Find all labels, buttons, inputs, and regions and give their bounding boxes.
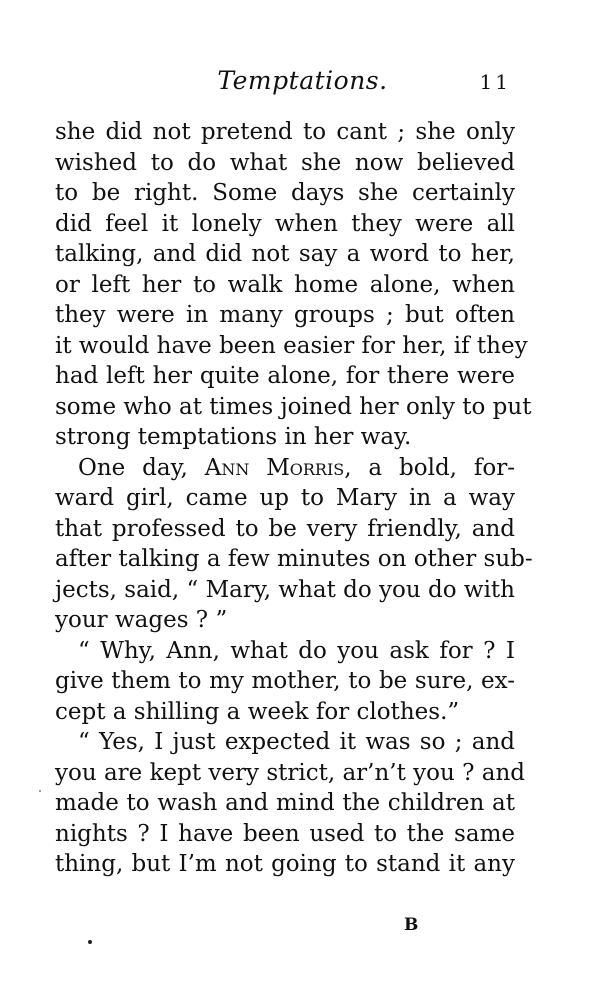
running-head [0, 66, 597, 102]
text-line: “ Yes, I just expected it was so ; and [78, 729, 515, 755]
text-line: after talking a few minutes on other sub- [55, 546, 533, 572]
text-line: cept a shilling a week for clothes.” [55, 698, 460, 725]
character-name: Ann Morris [204, 454, 345, 481]
signature-mark: B [404, 915, 419, 935]
text-line: strong temptations in her way. [55, 424, 412, 450]
text-line: give them to my mother, to be sure, ex- [55, 668, 515, 694]
running-title: Temptations. [217, 66, 388, 95]
text-line: she did not pretend to cant ; she only [55, 119, 515, 145]
ink-speck [88, 940, 92, 944]
text-line: jects, said, “ Mary, what do you do with [55, 576, 515, 603]
text-line [55, 453, 515, 484]
text-line: you are kept very strict, ar’n’t you ? and [55, 759, 526, 786]
text-line: “ Why, Ann, what do you ask for ? I [78, 637, 515, 664]
page-number: 11 [479, 70, 511, 94]
text-line: thing, but I’m not going to stand it any [55, 851, 515, 877]
text-line: it would have been easier for her, if they [55, 332, 528, 359]
text-line: did feel it lonely when they were all [55, 210, 515, 237]
text-line: made to wash and mind the children at [55, 790, 515, 816]
text-fragment: , a bold, for- [344, 454, 515, 481]
text-line: to be right. Some days she certainly [55, 180, 515, 206]
ink-speck [39, 790, 41, 792]
text-line: they were in many groups ; but often [55, 302, 515, 328]
body-text [55, 117, 533, 880]
text-line: ward girl, came up to Mary in a way [55, 485, 515, 511]
text-line: wished to do what she now believed [55, 149, 515, 176]
text-line: or left her to walk home alone, when [55, 271, 515, 298]
text-line: nights ? I have been used to the same [55, 820, 515, 847]
text-fragment: One day, [78, 454, 205, 481]
text-line: had left her quite alone, for there were [55, 363, 515, 389]
text-line: some who at times joined her only to put [55, 393, 532, 420]
text-line: talking, and did not say a word to her, [55, 241, 515, 267]
text-line: that professed to be very friendly, and [55, 515, 515, 542]
text-line: your wages ? ” [55, 607, 228, 633]
